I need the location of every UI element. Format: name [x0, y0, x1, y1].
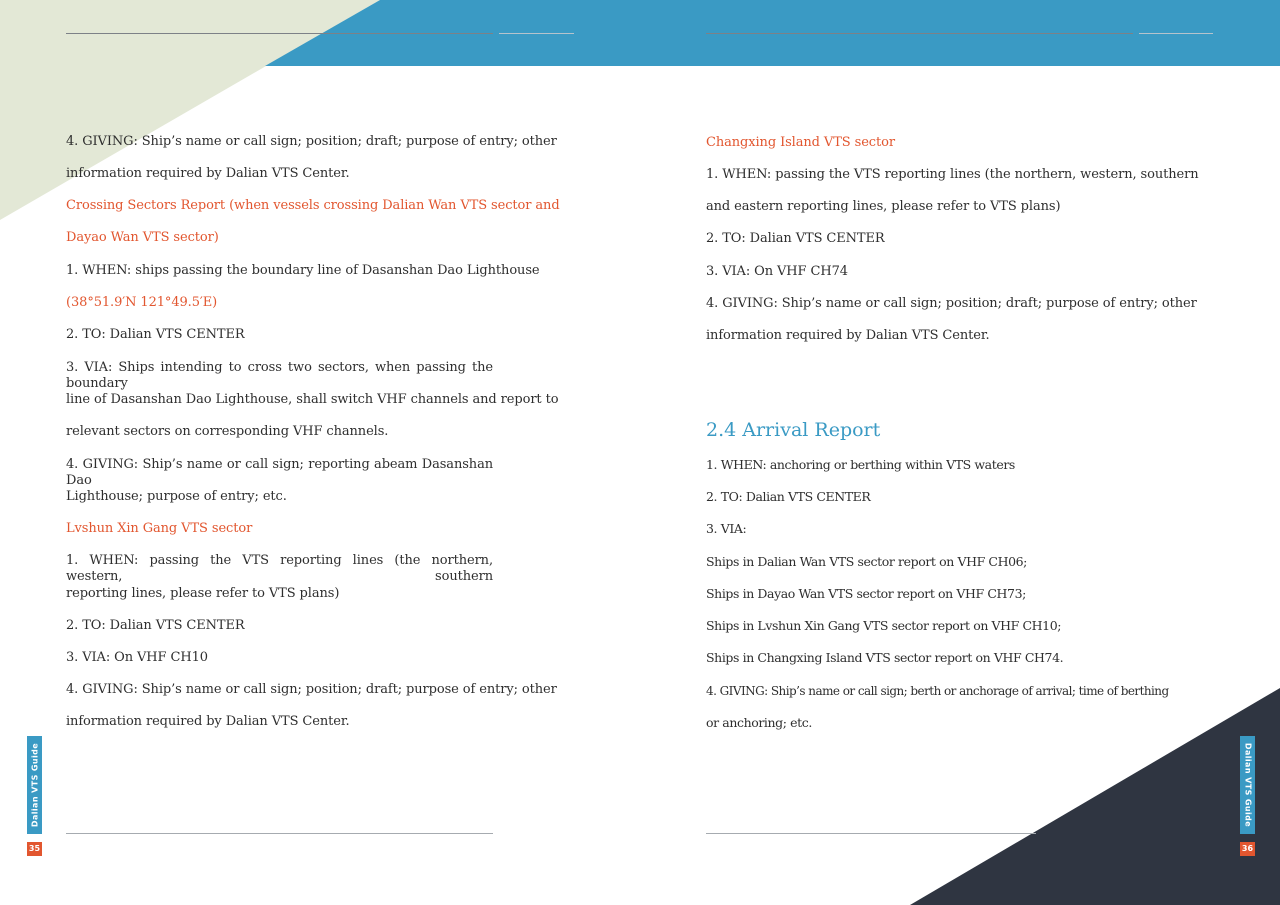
body-line: 2. TO: Dalian VTS CENTER [706, 231, 885, 246]
body-line: 4. GIVING: Ship’s name or call sign; position; draft; purpose of entry; other [66, 134, 557, 149]
body-line: 3. VIA: [706, 521, 747, 536]
right-page-number: 36 [1240, 842, 1255, 856]
left-page-number: 35 [27, 842, 42, 856]
body-line: 3. VIA: On VHF CH10 [66, 650, 208, 665]
body-line: 1. WHEN: ships passing the boundary line of Dasanshan Dao Lighthouse [66, 263, 540, 278]
subheading-crossing-sectors: Crossing Sectors Report (when vessels crossing Dalian Wan VTS sector and [66, 198, 560, 213]
body-line: relevant sectors on corresponding VHF channels. [66, 424, 389, 439]
body-line: and eastern reporting lines, please refer to VTS plans) [706, 199, 1061, 214]
body-line: information required by Dalian VTS Center. [706, 328, 990, 343]
body-line: Ships in Changxing Island VTS sector report on VHF CH74. [706, 650, 1064, 665]
body-line: line of Dasanshan Dao Lighthouse, shall switch VHF channels and report to [66, 392, 559, 407]
body-line: Ships in Dalian Wan VTS sector report on VHF CH06; [706, 554, 1027, 569]
body-line: information required by Dalian VTS Center. [66, 166, 350, 181]
body-line: 4. GIVING: Ship’s name or call sign; position; draft; purpose of entry; other [66, 682, 557, 697]
body-line: 3. VIA: On VHF CH74 [706, 264, 848, 279]
body-line: 1. WHEN: anchoring or berthing within VTS waters [706, 457, 1015, 472]
left-header-rule-accent [499, 33, 574, 34]
body-line: 3. VIA: Ships intending to cross two sectors, when passing the boundary [66, 360, 493, 391]
right-side-tab [1240, 736, 1255, 834]
body-line: 2. TO: Dalian VTS CENTER [66, 327, 245, 342]
right-page-body [706, 0, 1199, 905]
body-line: 4. GIVING: Ship’s name or call sign; berth or anchorage of arrival; time of berthing [706, 684, 1169, 698]
section-heading-arrival-report: 2.4 Arrival Report [706, 419, 881, 441]
side-tab-label: Dalian VTS Guide [1243, 742, 1252, 828]
right-header-rule-accent [1139, 33, 1213, 34]
body-line: Ships in Lvshun Xin Gang VTS sector report on VHF CH10; [706, 618, 1062, 633]
subheading-crossing-sectors-cont: Dayao Wan VTS sector) [66, 230, 219, 245]
body-line: 4. GIVING: Ship’s name or call sign; position; draft; purpose of entry; other [706, 296, 1197, 311]
coordinates-text: (38°51.9′N 121°49.5′E) [66, 295, 218, 310]
body-line: 1. WHEN: passing the VTS reporting lines (the northern, western, southern [66, 553, 493, 584]
body-line: 1. WHEN: passing the VTS reporting lines (the northern, western, southern [706, 167, 1199, 182]
side-tab-label: Dalian VTS Guide [30, 742, 39, 828]
body-line: 4. GIVING: Ship’s name or call sign; reporting abeam Dasanshan Dao [66, 457, 493, 488]
body-line: or anchoring; etc. [706, 715, 812, 730]
body-line: information required by Dalian VTS Center. [66, 714, 350, 729]
left-page-body [66, 0, 560, 905]
body-line: 2. TO: Dalian VTS CENTER [66, 618, 245, 633]
body-line: reporting lines, please refer to VTS plans) [66, 586, 340, 601]
body-line: Lighthouse; purpose of entry; etc. [66, 489, 287, 504]
subheading-changxing-island: Changxing Island VTS sector [706, 135, 895, 150]
body-line: Ships in Dayao Wan VTS sector report on VHF CH73; [706, 586, 1026, 601]
subheading-lvshun-xin-gang: Lvshun Xin Gang VTS sector [66, 521, 253, 536]
left-side-tab [27, 736, 42, 834]
body-line: 2. TO: Dalian VTS CENTER [706, 489, 871, 504]
